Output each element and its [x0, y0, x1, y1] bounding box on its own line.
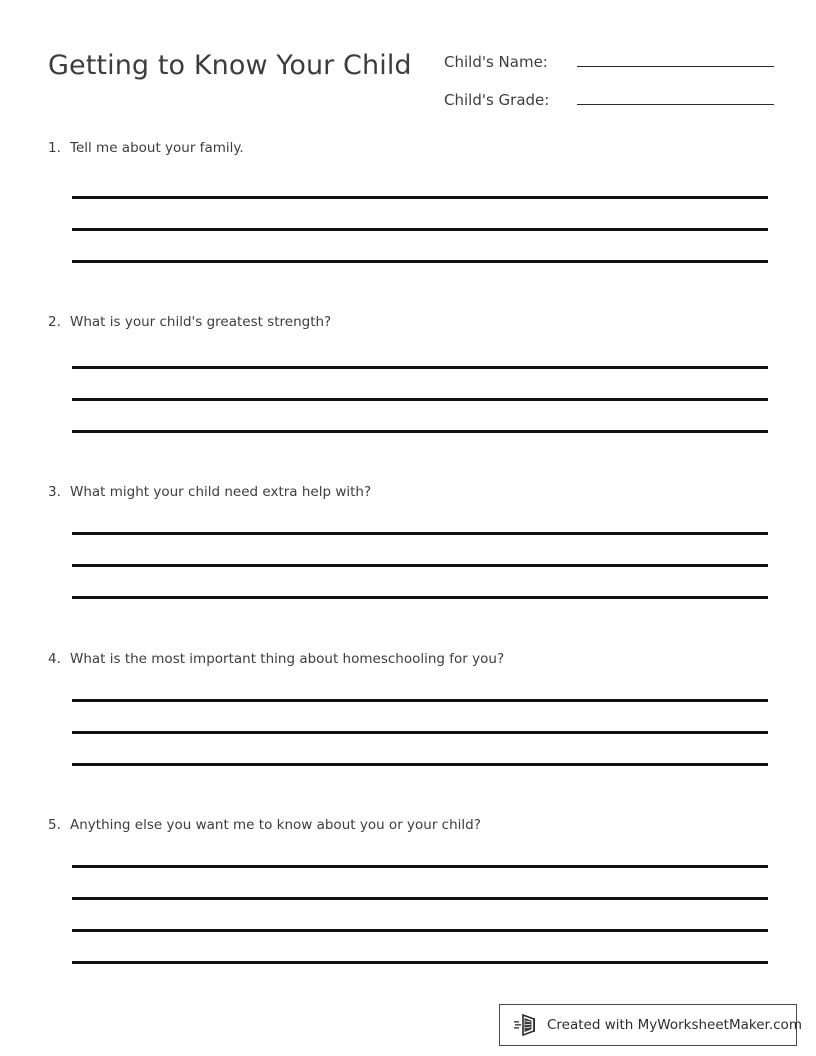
question-block — [0, 140, 816, 292]
question-number: 3. — [48, 484, 61, 500]
badge-label: Created with MyWorksheetMaker.com — [547, 1017, 802, 1033]
answer-lines — [72, 865, 768, 993]
questions-list — [0, 140, 816, 993]
page-title: Getting to Know Your Child — [48, 50, 412, 81]
question-block — [0, 484, 816, 628]
question-text: What is your child's greatest strength? — [70, 314, 332, 330]
answer-line[interactable] — [72, 196, 768, 228]
child-grade-input[interactable] — [577, 90, 774, 105]
question-text: What might your child need extra help with? — [70, 484, 372, 500]
answer-line[interactable] — [72, 398, 768, 430]
answer-line[interactable] — [72, 366, 768, 398]
child-grade-field-row — [444, 90, 774, 128]
question-block — [0, 314, 816, 462]
question-row — [0, 651, 816, 673]
answer-line[interactable] — [72, 763, 768, 795]
answer-lines — [72, 699, 768, 795]
question-row — [0, 140, 816, 162]
question-number: 4. — [48, 651, 61, 667]
answer-line[interactable] — [72, 228, 768, 260]
answer-line[interactable] — [72, 897, 768, 929]
answer-line[interactable] — [72, 699, 768, 731]
worksheet-header — [0, 40, 816, 120]
question-number: 2. — [48, 314, 61, 330]
worksheet-maker-logo-icon — [514, 1013, 540, 1037]
answer-line[interactable] — [72, 596, 768, 628]
answer-lines — [72, 196, 768, 292]
answer-line[interactable] — [72, 564, 768, 596]
question-text: Tell me about your family. — [70, 140, 244, 156]
student-info-fields — [444, 52, 774, 128]
question-text: Anything else you want me to know about you or your child? — [70, 817, 481, 833]
answer-lines — [72, 366, 768, 462]
answer-line[interactable] — [72, 865, 768, 897]
child-grade-label: Child's Grade: — [444, 91, 550, 109]
answer-line[interactable] — [72, 430, 768, 462]
answer-line[interactable] — [72, 260, 768, 292]
child-name-input[interactable] — [577, 52, 774, 67]
answer-line[interactable] — [72, 731, 768, 763]
question-row — [0, 484, 816, 506]
question-number: 1. — [48, 140, 61, 156]
answer-line[interactable] — [72, 532, 768, 564]
worksheet-maker-badge[interactable] — [499, 1004, 802, 1046]
child-name-label: Child's Name: — [444, 53, 548, 71]
question-block — [0, 651, 816, 795]
question-number: 5. — [48, 817, 61, 833]
answer-line[interactable] — [72, 961, 768, 993]
question-row — [0, 817, 816, 839]
child-name-field-row — [444, 52, 774, 90]
answer-lines — [72, 532, 768, 628]
question-row — [0, 314, 816, 336]
question-block — [0, 817, 816, 993]
question-text: What is the most important thing about homeschooling for you? — [70, 651, 505, 667]
answer-line[interactable] — [72, 929, 768, 961]
